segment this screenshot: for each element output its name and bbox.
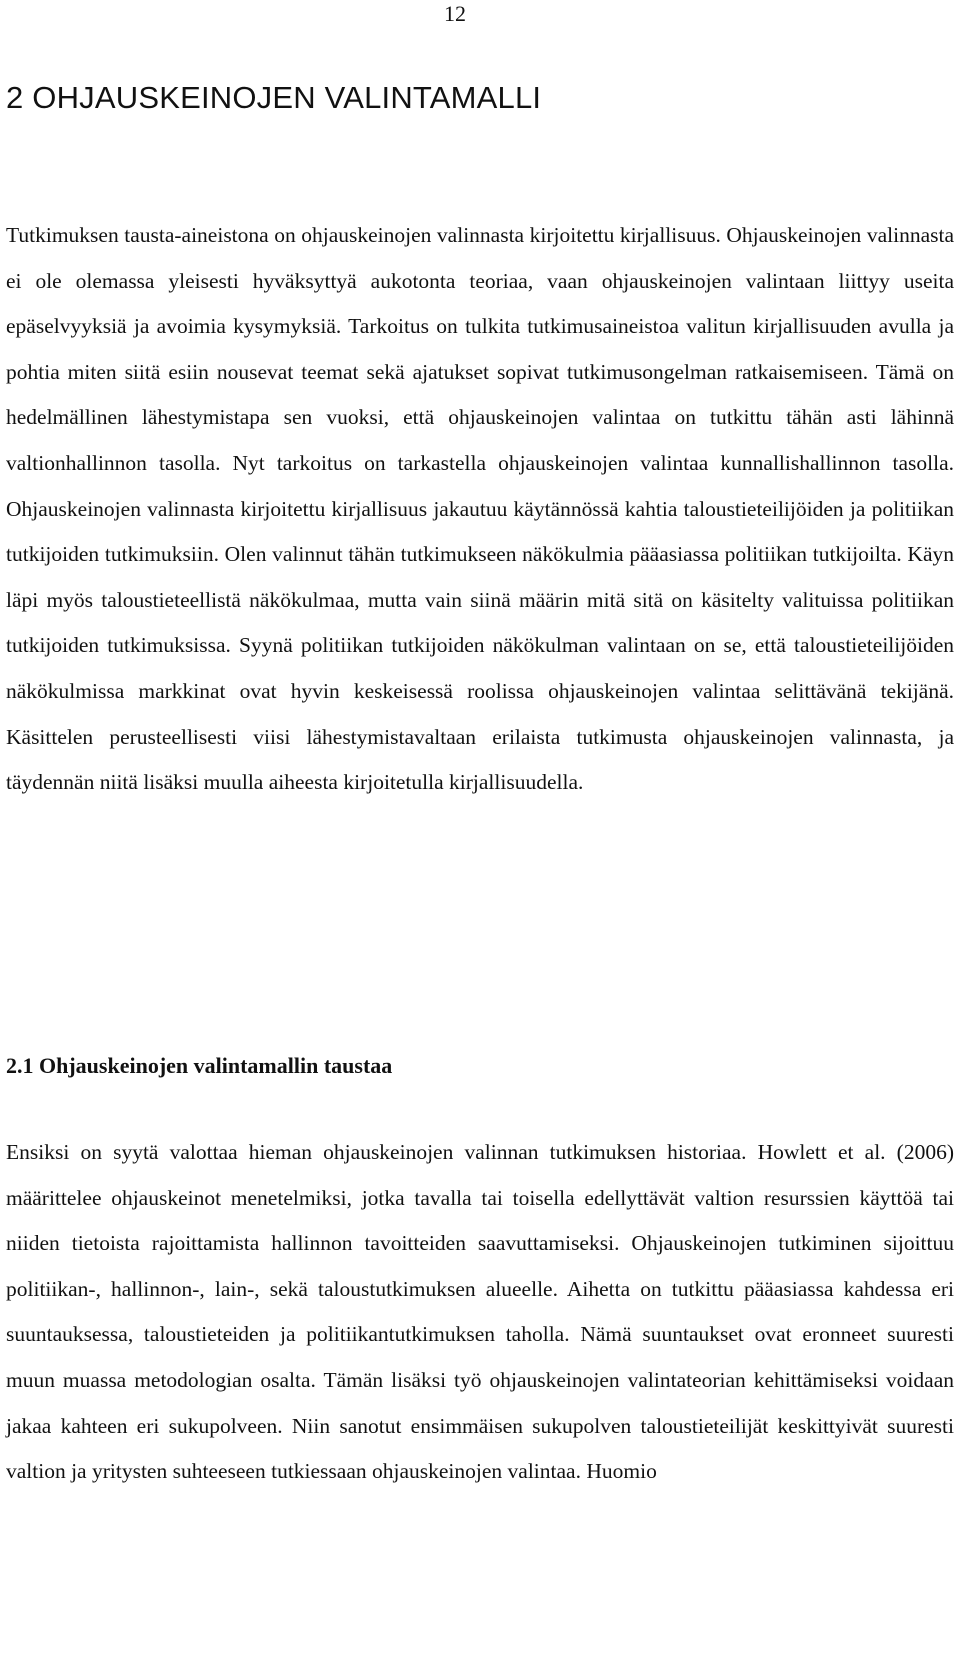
- chapter-title: 2 OHJAUSKEINOJEN VALINTAMALLI: [6, 80, 542, 115]
- page-number: 12: [444, 1, 466, 26]
- body-paragraph-intro: Tutkimuksen tausta-aineistona on ohjauskeinojen valinnasta kirjoitettu kirjallisuus. Ohjauskeinojen valinnasta ei ole olemassa yleisesti hyväksyttyä aukotonta teoriaa, vaan ohjauskeinojen valintaan liittyy useita epäselvyyksiä ja avoimia kysymyksiä. Tarkoitus on tulkita tutkimusaineistoa valitun kirjallisuuden avulla ja pohtia miten siitä esiin nousevat teemat sekä ajatukset sopivat tutkimusongelman ratkaisemiseen. Tämä on hedelmällinen lähestymistapa sen vuoksi, että ohjauskeinojen valintaa on tutkittu tähän asti lähinnä valtionhallinnon tasolla. Nyt tarkoitus on tarkastella ohjauskeinojen valintaa kunnallishallinnon tasolla. Ohjauskeinojen valinnasta kirjoitettu kirjallisuus jakautuu käytännössä kahtia taloustieteilijöiden ja politiikan tutkijoiden tutkimuksiin. Olen valinnut tähän tutkimukseen näkökulmia pääasiassa politiikan tutkijoilta. Käyn läpi myös taloustieteellistä näkökulmaa, mutta vain siinä määrin mitä sitä on käsitelty valituissa politiikan tutkijoiden tutkimuksissa. Syynä politiikan tutkijoiden näkökulman valintaan on se, että taloustieteilijöiden näkökulmissa markkinat ovat hyvin keskeisessä roolissa ohjauskeinojen valintaa selittävänä tekijänä. Käsittelen perusteellisesti viisi lähestymistavaltaan erilaista tutkimusta ohjauskeinojen valinnasta, ja täydennän niitä lisäksi muulla aiheesta kirjoitetulla kirjallisuudella.: [6, 223, 954, 795]
- section-heading: 2.1 Ohjauskeinojen valintamallin taustaa: [6, 1053, 393, 1078]
- body-paragraph-history: Ensiksi on syytä valottaa hieman ohjauskeinojen valinnan tutkimuksen historiaa. Howlett et al. (2006) määrittelee ohjauskeinot menetelmiksi, jotka tavalla tai toisella edellyttävät valtion resurssien käyttöä tai niiden tietoista rajoittamista hallinnon tavoitteiden saavuttamiseksi. Ohjauskeinojen tutkiminen sijoittuu politiikan-, hallinnon-, lain-, sekä taloustutkimuksen alueelle. Aihetta on tutkittu pääasiassa kahdessa eri suuntauksessa, taloustieteiden ja politiikantutkimuksen taholla. Nämä suuntaukset ovat eronneet suuresti muun muassa metodologian osalta. Tämän lisäksi työ ohjauskeinojen valintateorian kehittämiseksi voidaan jakaa kahteen eri sukupolveen. Niin sanotut ensimmäisen sukupolven taloustieteilijät keskittyivät suuresti valtion ja yritysten suhteeseen tutkiessaan ohjauskeinojen valintaa. Huomio: [6, 1140, 954, 1484]
